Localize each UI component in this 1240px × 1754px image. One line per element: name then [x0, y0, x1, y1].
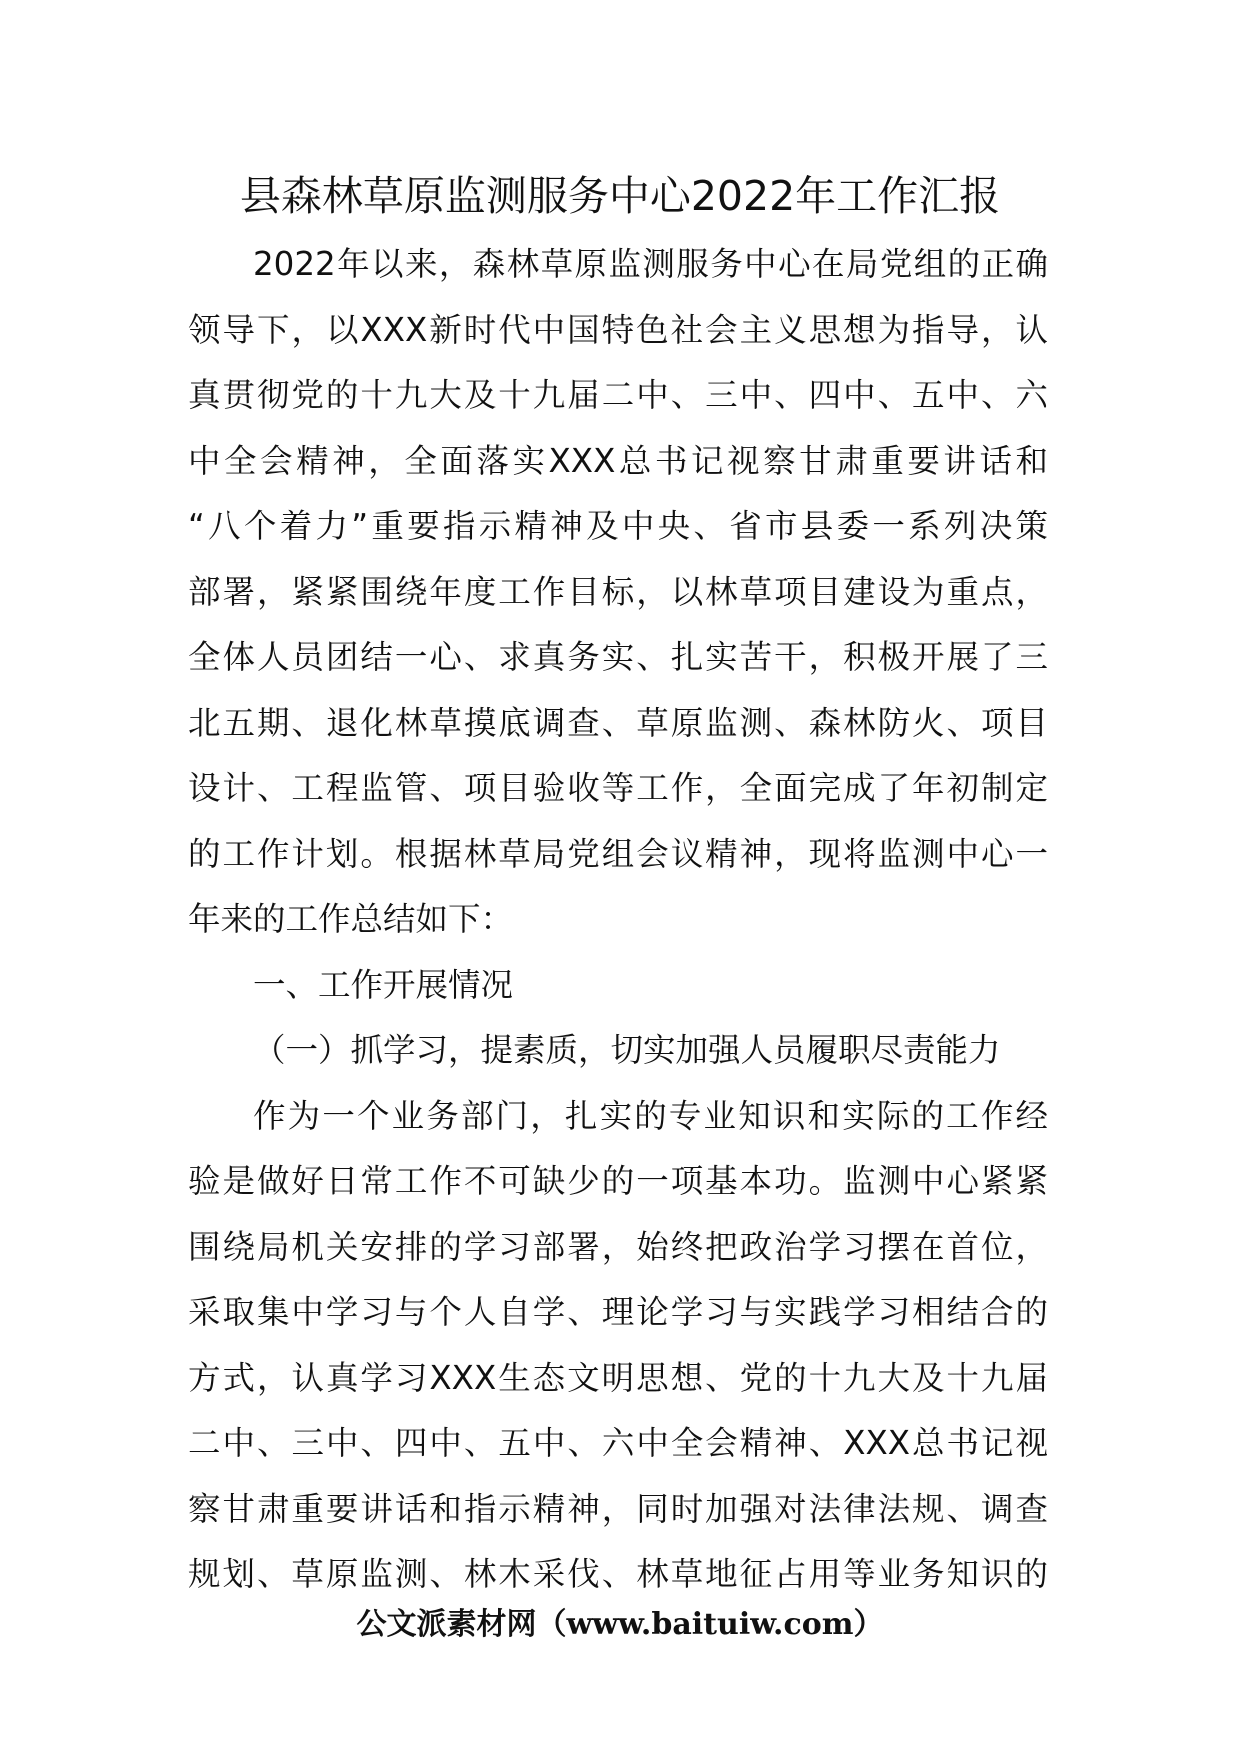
document-title: 县森林草原监测服务中心2022年工作汇报: [239, 172, 1001, 220]
paragraph-line: 中全会精神，全面落实XXX总书记视察甘肃重要讲话和: [188, 441, 1048, 480]
paragraph-line: 作为一个业务部门，扎实的专业知识和实际的工作经: [253, 1096, 1048, 1135]
paragraph-line: 年来的工作总结如下：: [188, 900, 514, 938]
section-heading: 一、工作开展情况: [253, 965, 514, 1004]
paragraph-line: 北五期、退化林草摸底调查、草原监测、森林防火、项目: [188, 703, 1048, 742]
paragraph-line: 领导下，以XXX新时代中国特色社会主义思想为指导，认: [188, 310, 1048, 349]
document-body: [188, 232, 1048, 1608]
paragraph-line: 的工作计划。根据林草局党组会议精神，现将监测中心一: [188, 834, 1048, 873]
paragraph-line: 全体人员团结一心、求真务实、扎实苦干，积极开展了三: [188, 638, 1048, 676]
subsection-heading: （一）抓学习，提素质，切实加强人员履职尽责能力: [253, 1031, 1001, 1069]
paragraph-line: 察甘肃重要讲话和指示精神，同时加强对法律法规、调查: [188, 1489, 1048, 1528]
paragraph-line: 设计、工程监管、项目验收等工作，全面完成了年初制定: [188, 769, 1048, 807]
paragraph-line: 方式，认真学习XXX生态文明思想、党的十九大及十九届: [188, 1358, 1048, 1397]
paragraph-line: 2022年以来，森林草原监测服务中心在局党组的正确: [253, 245, 1048, 283]
paragraph-line: “八个着力”重要指示精神及中央、省市县委一系列决策: [188, 507, 1048, 545]
paragraph-line: 围绕局机关安排的学习部署，始终把政治学习摆在首位，: [188, 1227, 1048, 1266]
paragraph-line: 真贯彻党的十九大及十九届二中、三中、四中、五中、六: [188, 376, 1048, 414]
paragraph-line: 部署，紧紧围绕年度工作目标，以林草项目建设为重点，: [188, 572, 1048, 611]
paragraph-line: 规划、草原监测、林木采伐、林草地征占用等业务知识的: [188, 1555, 1048, 1593]
paragraph-line: 采取集中学习与个人自学、理论学习与实践学习相结合的: [188, 1293, 1048, 1331]
paragraph-line: 二中、三中、四中、五中、六中全会精神、XXX总书记视: [188, 1424, 1048, 1462]
paragraph-line: 验是做好日常工作不可缺少的一项基本功。监测中心紧紧: [188, 1162, 1048, 1200]
footer-watermark: 公文派素材网（www.baituiw.com）: [356, 1607, 884, 1642]
